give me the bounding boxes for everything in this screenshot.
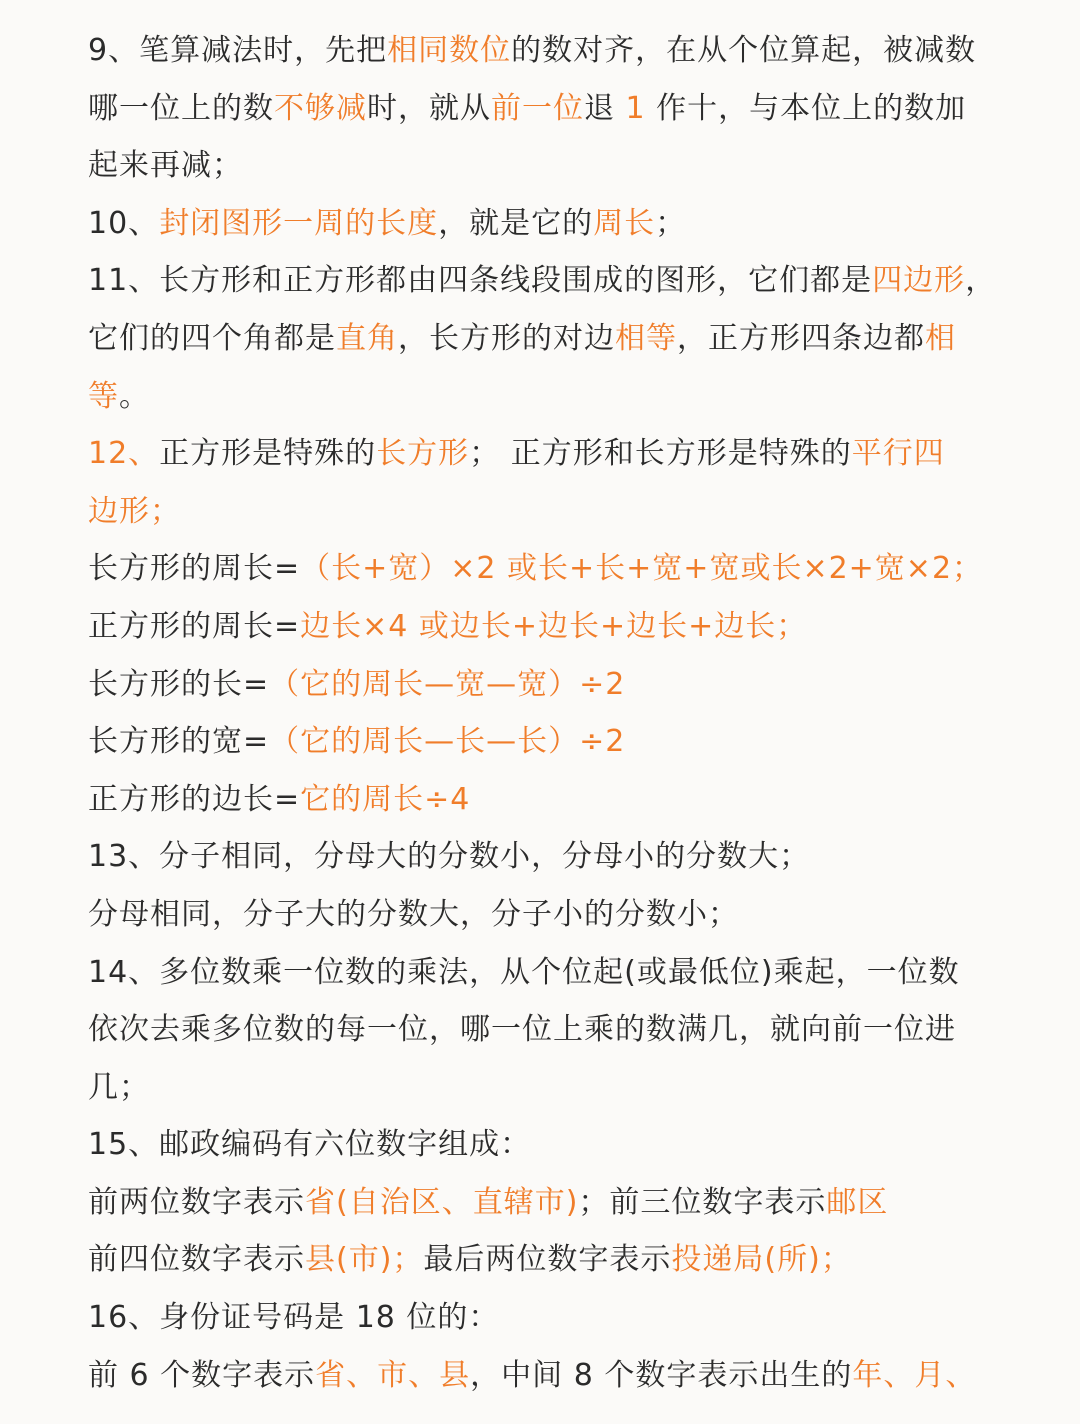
highlight-segment: 邮区 [826, 1184, 889, 1220]
text-line [88, 137, 1010, 195]
text-segment: 时，就从 [367, 90, 491, 126]
highlight-segment: 投递局(所)； [671, 1242, 852, 1278]
text-line [88, 598, 1010, 656]
text-segment: 11、长方形和正方形都由四条线段围成的图形，它们都是 [88, 263, 873, 299]
text-segment: 15、邮政编码有六位数字组成： [88, 1127, 532, 1163]
highlight-segment: 1 [625, 90, 646, 126]
text-segment: ，长方形的对边 [398, 320, 615, 356]
highlight-segment: 县(市)； [305, 1242, 424, 1278]
text-line [88, 80, 1010, 138]
text-segment: 前两位数字表示 [88, 1184, 305, 1220]
highlight-segment: 省(自治区、直辖市) [305, 1184, 579, 1220]
text-segment: ； 正方形和长方形是特殊的 [469, 436, 852, 472]
text-segment: 前四位数字表示 [88, 1242, 305, 1278]
highlight-segment: 四边形 [872, 263, 966, 299]
highlight-segment: 它的周长÷4 [300, 781, 471, 817]
text-segment: 依次去乘多位数的每一位，哪一位上乘的数满几，就向前一位进 [88, 1012, 956, 1048]
text-segment: ；前三位数字表示 [578, 1184, 827, 1220]
highlight-segment: 12、 [88, 436, 160, 472]
text-segment: 16、身份证号码是 18 位的： [88, 1300, 500, 1336]
text-segment: 长方形的宽= [88, 724, 270, 760]
text-segment: 14、多位数乘一位数的乘法，从个位起(或最低位)乘起，一位数 [88, 954, 960, 990]
text-line [88, 656, 1010, 714]
text-segment: 9、笔算减法时，先把 [88, 33, 388, 68]
text-segment: 长方形的周长= [88, 551, 301, 587]
text-segment: 前 6 个数字表示 [88, 1357, 316, 1393]
text-segment: 退 [584, 90, 626, 126]
text-segment: ，就是它的 [438, 205, 594, 241]
text-segment: ； [655, 205, 687, 241]
text-line [88, 828, 1010, 886]
text-segment: 正方形的边长= [88, 781, 301, 817]
text-segment: 长方形的长= [88, 666, 270, 702]
text-line [88, 252, 1010, 310]
text-line [88, 310, 1010, 368]
highlight-segment: 长方形 [376, 436, 470, 472]
text-segment: 起来再减； [88, 148, 243, 184]
text-line [88, 1289, 1010, 1347]
highlight-segment: 年、月、 [852, 1357, 977, 1393]
text-segment: 分母相同，分子大的分数大，分子小的分数小； [88, 896, 739, 932]
text-line [88, 425, 1010, 483]
text-line [88, 540, 1010, 598]
text-segment: 10、 [88, 205, 160, 241]
highlight-segment: 边长×4 或边长+边长+边长+边长； [300, 608, 808, 644]
text-line [88, 195, 1010, 253]
highlight-segment: 边形； [88, 493, 181, 529]
highlight-segment: 直角 [336, 320, 398, 356]
highlight-segment: （长+宽）×2 或长+长+宽+宽或长×2+宽×2； [300, 551, 984, 587]
highlight-segment: 省、市、县 [315, 1357, 471, 1393]
text-line [88, 1059, 1010, 1117]
text-segment: 13、分子相同，分母大的分数小，分母小的分数大； [88, 839, 811, 875]
text-segment: 正方形是特殊的 [159, 436, 377, 472]
text-line [88, 1001, 1010, 1059]
highlight-segment: 周长 [593, 205, 656, 241]
text-line [88, 368, 1010, 426]
highlight-segment: （它的周长—长—长）÷2 [269, 724, 626, 760]
text-segment: 。 [119, 378, 150, 414]
highlight-segment: 封闭图形一周的长度 [159, 205, 439, 241]
text-line [88, 1116, 1010, 1174]
text-line [88, 771, 1010, 829]
highlight-segment: （它的周长—宽—宽）÷2 [269, 666, 626, 702]
highlight-segment: 不够减 [274, 90, 367, 126]
highlight-segment: 等 [88, 378, 119, 414]
text-segment: 最后两位数字表示 [423, 1242, 672, 1278]
text-line [88, 886, 1010, 944]
text-line [88, 1231, 1010, 1289]
text-segment: ， [965, 263, 997, 299]
text-segment: 作十，与本位上的数加 [645, 90, 967, 126]
text-line [88, 944, 1010, 1002]
text-segment: 哪一位上的数 [88, 90, 274, 126]
text-line [88, 22, 1010, 80]
text-line [88, 1347, 1010, 1405]
highlight-segment: 相同数位 [387, 33, 512, 68]
highlight-segment: 相 [925, 320, 956, 356]
text-segment: 几； [88, 1069, 150, 1105]
text-line [88, 713, 1010, 771]
highlight-segment: 相等 [615, 320, 677, 356]
text-segment: 正方形的周长= [88, 608, 301, 644]
highlight-segment: 平行四 [851, 436, 945, 472]
text-segment: 的数对齐，在从个位算起，被减数 [511, 33, 977, 68]
text-line [88, 1174, 1010, 1232]
text-line [88, 483, 1010, 541]
text-segment: ，正方形四条边都 [677, 320, 925, 356]
highlight-segment: 前一位 [491, 90, 584, 126]
text-segment: ，中间 8 个数字表示出生的 [470, 1357, 853, 1393]
text-segment: 它们的四个角都是 [88, 320, 336, 356]
